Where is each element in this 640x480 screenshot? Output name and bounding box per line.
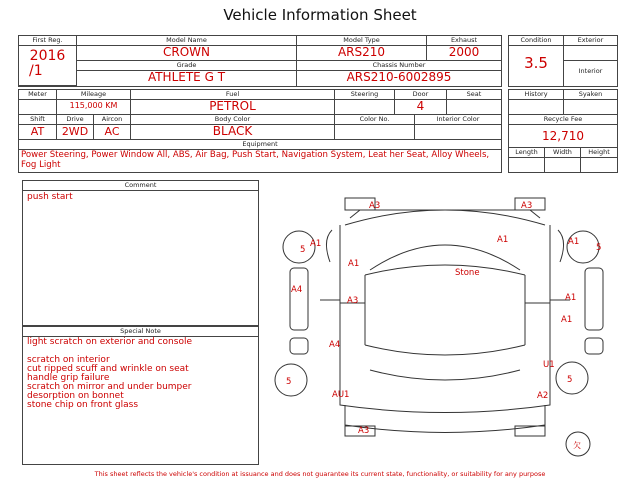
- front-right-wheel: [567, 231, 602, 263]
- history-label: History: [509, 90, 563, 100]
- special-note-line: scratch on mirror and under bumper: [27, 382, 192, 392]
- mark-a1-right-rear-door: A1: [561, 315, 573, 325]
- model-type-label: Model Type: [297, 36, 426, 46]
- vehicle-info-top: [18, 35, 502, 87]
- color-no-label: Color No.: [335, 115, 414, 125]
- condition-box: [508, 35, 618, 87]
- exterior-cell: [564, 36, 617, 61]
- door-cell: [395, 90, 447, 115]
- exhaust-value: 2000: [448, 45, 480, 59]
- fuel-cell: [131, 90, 335, 115]
- rear-glass-base: [370, 370, 520, 380]
- roof-rails: [365, 275, 525, 345]
- mileage-value: 115,000 KM: [69, 101, 118, 110]
- meter-label: Meter: [19, 90, 56, 100]
- length-cell: [509, 148, 545, 172]
- special-note-line: desorption on bonnet: [27, 391, 124, 401]
- first-reg-label: First Reg.: [19, 36, 76, 46]
- model-name-value: CROWN: [162, 45, 210, 59]
- width-cell: [545, 148, 581, 172]
- shift-label: Shift: [19, 115, 56, 125]
- left-front-fender-arc: [326, 230, 332, 262]
- exhaust-cell: [427, 36, 501, 61]
- mileage-label: Mileage: [57, 90, 130, 100]
- mark-a2-right: A2: [537, 391, 549, 401]
- mark-a1-fender: A1: [348, 259, 360, 269]
- special-note-line: stone chip on front glass: [27, 400, 139, 410]
- first-reg-year: 2016: [29, 48, 66, 64]
- interior-label: Interior: [578, 67, 603, 75]
- special-note-box: [22, 326, 259, 465]
- aircon-value: AC: [104, 125, 120, 138]
- front-nose: [345, 210, 545, 225]
- comment-box: [22, 180, 259, 326]
- history-box: [508, 89, 618, 173]
- color-no-cell: [335, 115, 415, 140]
- steering-cell: [335, 90, 395, 115]
- model-name-cell: [77, 36, 297, 61]
- condition-cell: [509, 36, 564, 86]
- body-color-label: Body Color: [131, 115, 334, 125]
- first-reg-cell: [19, 36, 77, 86]
- door-label: Door: [395, 90, 446, 100]
- syaken-label: Syaken: [564, 90, 617, 100]
- mark-au1-left: AU1: [332, 390, 350, 400]
- exterior-label: Exterior: [564, 36, 617, 46]
- first-reg-month: /1: [29, 63, 43, 79]
- mark-a3-front-left: A3: [369, 201, 381, 211]
- mark-wheel-lr: 5: [286, 377, 292, 387]
- door-value: 4: [416, 99, 425, 113]
- shift-value: AT: [30, 125, 45, 138]
- right-front-fender-arc: [558, 230, 564, 262]
- grade-label: Grade: [77, 61, 296, 71]
- comment-label: Comment: [23, 181, 258, 191]
- mark-a3-rear: A3: [358, 426, 370, 436]
- mark-wheel-rf: 5: [596, 243, 602, 253]
- left-pillar-panel: [290, 338, 308, 354]
- interior-cell: [564, 61, 617, 86]
- equipment-value: Power Steering, Power Window All, ABS, Air Bag, Push Start, Navigation System, Leat her Seat, Alloy Wheels, Fog Light: [21, 150, 490, 170]
- vehicle-info-mid: [18, 89, 502, 173]
- chassis-value: ARS210-6002895: [346, 70, 452, 84]
- special-note-line: cut ripped scuff and wrinkle on seat: [27, 364, 189, 374]
- rear-glass-top: [365, 345, 525, 355]
- right-front-door-panel: [585, 268, 603, 330]
- history-cell: [509, 90, 564, 115]
- left-front-door-panel: [290, 268, 308, 330]
- meter-cell: [19, 90, 57, 115]
- model-name-label: Model Name: [77, 36, 296, 46]
- condition-label: Condition: [509, 36, 563, 46]
- seat-label: Seat: [447, 90, 501, 100]
- grade-cell: [77, 61, 297, 86]
- chassis-label: Chassis Number: [297, 61, 501, 71]
- body-color-cell: [131, 115, 335, 140]
- special-note-lines: [27, 338, 192, 410]
- interior-color-cell: [415, 115, 501, 140]
- condition-value: 3.5: [524, 54, 548, 72]
- right-pillar-panel: [585, 338, 603, 354]
- aircon-label: Aircon: [94, 115, 130, 125]
- mark-wheel-lf: 5: [300, 245, 306, 255]
- mark-a3-left-center: A3: [347, 296, 359, 306]
- drive-label: Drive: [57, 115, 93, 125]
- mark-a1-left-front: A1: [310, 239, 322, 249]
- mark-wheel-rr: 5: [567, 375, 573, 385]
- car-damage-diagram: [262, 180, 632, 468]
- mark-a1-right-center: A1: [565, 293, 577, 303]
- fuel-value: PETROL: [209, 99, 256, 113]
- grade-value: ATHLETE G T: [147, 70, 226, 84]
- aircon-cell: [94, 115, 131, 140]
- disclaimer-footer: This sheet reflects the vehicle's condition at issuance and does not guarantee its current state, functionality, or suitability for any purpose: [94, 470, 546, 478]
- mark-a4-left-front: A4: [291, 285, 303, 295]
- body-outline: [340, 225, 550, 413]
- model-type-value: ARS210: [337, 45, 386, 59]
- windshield-top: [370, 245, 520, 270]
- seat-cell: [447, 90, 501, 115]
- width-label: Width: [545, 148, 580, 158]
- mark-stone: Stone: [455, 268, 480, 278]
- exhaust-label: Exhaust: [427, 36, 501, 46]
- mark-missing: 欠: [573, 441, 581, 450]
- height-label: Height: [581, 148, 617, 158]
- interior-color-label: Interior Color: [415, 115, 501, 125]
- steering-label: Steering: [335, 90, 394, 100]
- chassis-cell: [297, 61, 501, 86]
- mark-a1-hood: A1: [497, 235, 509, 245]
- comment-text: push start: [27, 192, 73, 202]
- height-cell: [581, 148, 617, 172]
- mileage-cell: [57, 90, 131, 115]
- recycle-label: Recycle Fee: [509, 115, 617, 125]
- length-label: Length: [509, 148, 544, 158]
- mark-a1-right-front: A1: [568, 237, 580, 247]
- special-note-line: light scratch on exterior and console: [27, 337, 192, 347]
- syaken-cell: [564, 90, 617, 115]
- shift-cell: [19, 115, 57, 140]
- special-note-line: handle grip failure: [27, 373, 110, 383]
- mark-a4-left-rear: A4: [329, 340, 341, 350]
- special-note-line: scratch on interior: [27, 355, 110, 365]
- drive-value: 2WD: [61, 125, 89, 138]
- equipment-label: Equipment: [19, 140, 501, 150]
- special-note-label: Special Note: [23, 327, 258, 337]
- equipment-cell: [19, 140, 501, 172]
- body-color-value: BLACK: [212, 124, 253, 138]
- drive-cell: [57, 115, 94, 140]
- mark-u1-right: U1: [543, 360, 555, 370]
- fuel-label: Fuel: [131, 90, 334, 100]
- recycle-value: 12,710: [542, 129, 584, 143]
- sheet-title: Vehicle Information Sheet: [223, 6, 417, 24]
- windshield-base: [365, 265, 525, 275]
- mark-a3-front-right: A3: [521, 201, 533, 211]
- recycle-cell: [509, 115, 617, 148]
- model-type-cell: [297, 36, 427, 61]
